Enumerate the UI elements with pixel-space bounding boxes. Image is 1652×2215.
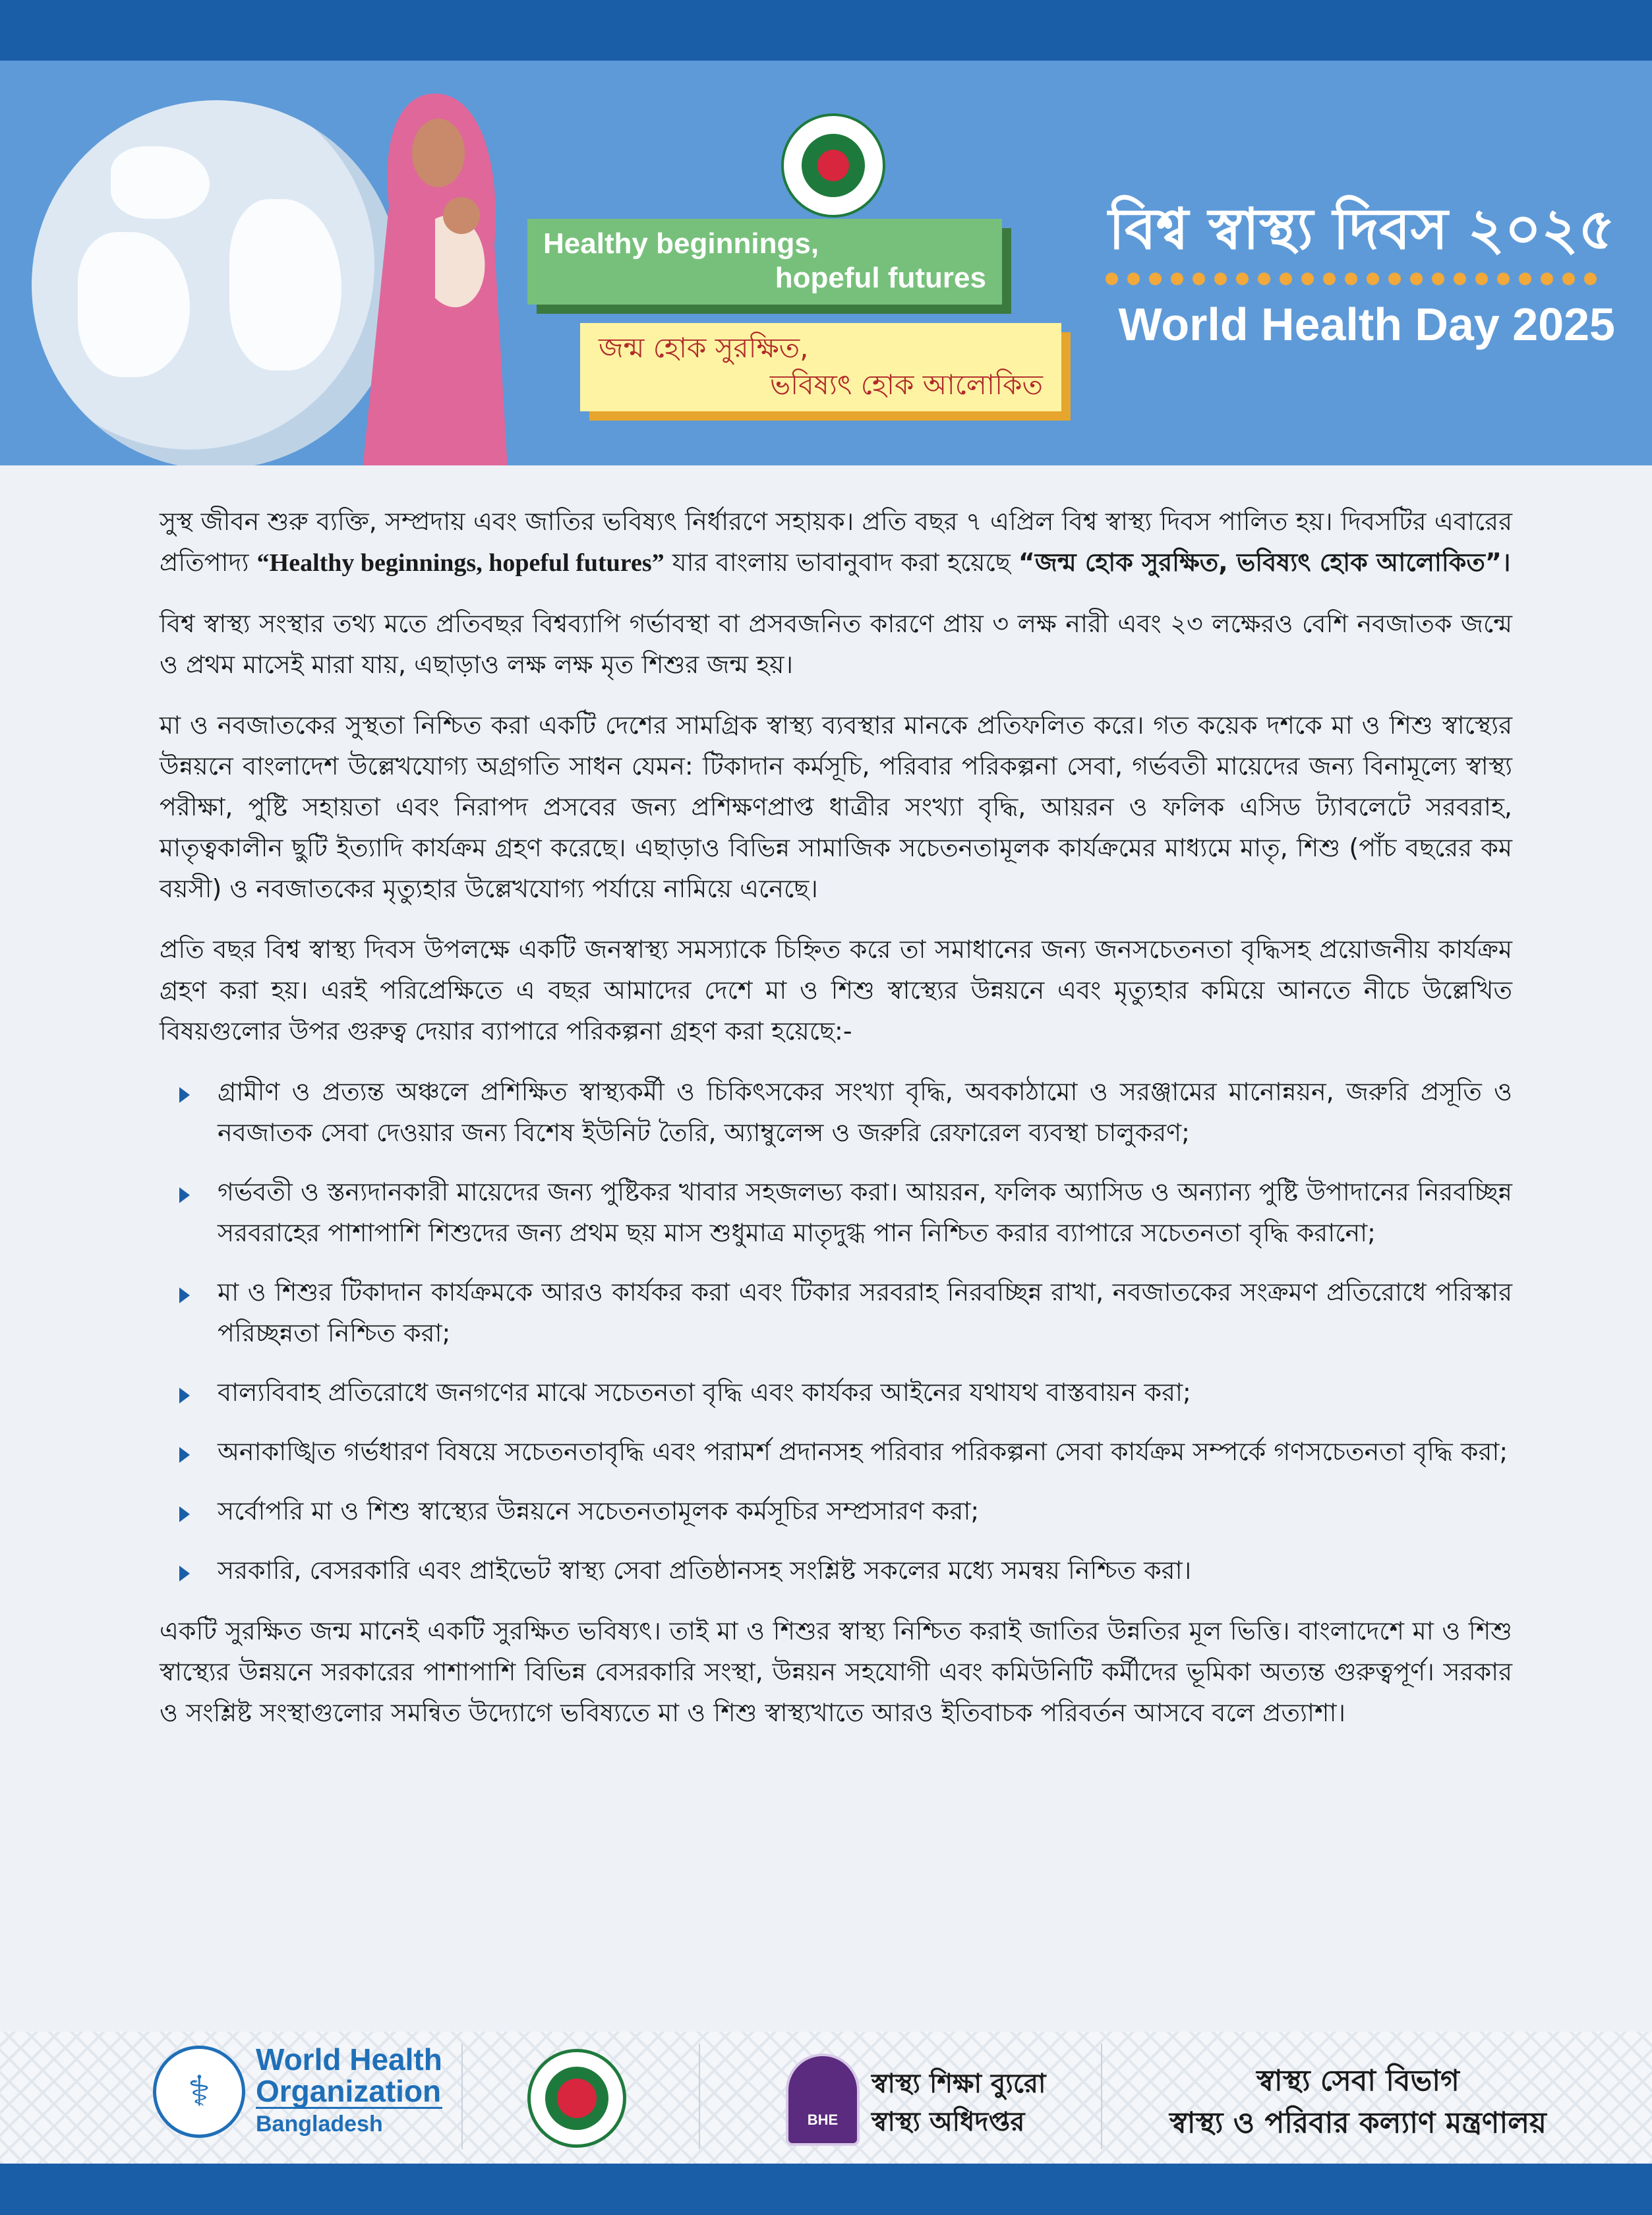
paragraph-conclusion: একটি সুরক্ষিত জন্ম মানেই একটি সুরক্ষিত ভবিষ্যৎ। তাই মা ও শিশুর স্বাস্থ্য নিশ্চিত করাই জাতির উন্নতির মূল ভিত্তি। বাংলাদেশে মা ও শিশু স্বাস্থ্যের উন্নয়নে সরকারের পাশাপাশি বিভিন্ন বেসরকারি সংস্থা, উন্নয়ন সহযোগী এবং কমিউনিটি কর্মীদের ভূমিকা অত্যন্ত গুরুত্বপূর্ণ। সরকার ও সংশ্লিষ্ট সংস্থাগুলোর সমন্বিত উদ্যোগে ভবিষ্যতে মা ও শিশু স্বাস্থ্যখাতে আরও ইতিবাচক পরিবর্তন আসবে বলে প্রত্যাশা।: [160, 1616, 1512, 1727]
list-item: সরকারি, বেসরকারি এবং প্রাইভেট স্বাস্থ্য সেবা প্রতিষ্ঠানসহ সংশ্লিষ্ট সকলের মধ্যে সমন্বয় নিশ্চিত করা।: [160, 1550, 1512, 1591]
dotted-divider: [1101, 272, 1602, 286]
footer-divider: [461, 2044, 463, 2149]
triangle-bullet-icon: [179, 1506, 190, 1522]
health-services-seal-icon: [527, 2049, 626, 2148]
triangle-bullet-icon: [179, 1566, 190, 1581]
theme-bengali: “জন্ম হোক সুরক্ষিত, ভবিষ্যৎ হোক আলোকিত”।: [1018, 548, 1511, 577]
who-emblem-icon: ⚕: [153, 2046, 245, 2138]
bhe-name: স্বাস্থ্য শিক্ষা ব্যুরো স্বাস্থ্য অধিদপ্তর: [871, 2069, 1046, 2137]
slogan-bengali: [580, 323, 1061, 411]
list-item: বাল্যবিবাহ প্রতিরোধে জনগণের মাঝে সচেতনতা বৃদ্ধি এবং কার্যকর আইনের যথাযথ বাস্তবায়ন করা;: [160, 1372, 1512, 1413]
mother-with-baby-illustration: [356, 74, 514, 465]
triangle-bullet-icon: [179, 1087, 190, 1103]
who-name-line-2: Organization: [256, 2074, 442, 2108]
list-item: গর্ভবতী ও স্তন্যদানকারী মায়েদের জন্য পুষ্টিকর খাবার সহজলভ্য করা। আয়রন, ফলিক অ্যাসিড ও অন্যান্য পুষ্টি উপাদানের নিরবচ্ছিন্ন সরবরাহের পাশাপাশি শিশুদের জন্য প্রথম ছয় মাস শুধুমাত্র মাতৃদুগ্ধ পান নিশ্চিত করার ব্যাপারে সচেতনতা বৃদ্ধি করানো;: [160, 1171, 1512, 1253]
triangle-bullet-icon: [179, 1447, 190, 1463]
triangle-bullet-icon: [179, 1287, 190, 1303]
bhe-logo-icon: BHE: [786, 2053, 860, 2146]
who-name-line-1: World Health: [256, 2042, 442, 2077]
list-item: গ্রামীণ ও প্রত্যন্ত অঞ্চলে প্রশিক্ষিত স্বাস্থ্যকর্মী ও চিকিৎসকের সংখ্যা বৃদ্ধি, অবকাঠামো ও সরঞ্জামের মানোন্নয়ন, জরুরি প্রসূতি ও নবজাতক সেবা দেওয়ার জন্য বিশেষ ইউনিট তৈরি, অ্যাম্বুলেন্স ও জরুরি রেফারেল ব্যবস্থা চালুকরণ;: [160, 1071, 1512, 1153]
triangle-bullet-icon: [179, 1388, 190, 1403]
bottom-bar: [0, 2164, 1652, 2215]
triangle-bullet-icon: [179, 1187, 190, 1203]
who-logo: [153, 2044, 442, 2139]
list-item: অনাকাঙ্খিত গর্ভধারণ বিষয়ে সচেতনতাবৃদ্ধি এবং পরামর্শ প্রদানসহ পরিবার পরিকল্পনা সেবা কার্যক্রম সম্পর্কে গণসচেতনতা বৃদ্ধি করা;: [160, 1431, 1512, 1472]
footer-divider: [1101, 2044, 1102, 2149]
slogan-english-line-1: Healthy beginnings,: [543, 227, 819, 260]
page-title-english: World Health Day 2025: [1118, 299, 1615, 350]
who-country: Bangladesh: [256, 2112, 383, 2137]
list-item: সর্বোপরি মা ও শিশু স্বাস্থ্যের উন্নয়নে সচেতনতামূলক কর্মসূচির সম্প্রসারণ করা;: [160, 1491, 1512, 1531]
footer-divider: [699, 2044, 700, 2149]
paragraph-statistics: বিশ্ব স্বাস্থ্য সংস্থার তথ্য মতে প্রতিবছর বিশ্বব্যাপি গর্ভাবস্থা বা প্রসবজনিত কারণে প্রায় ৩ লক্ষ নারী এবং ২৩ লক্ষেরও বেশি নবজাতক জন্মে ও প্রথম মাসেই মারা যায়, এছাড়াও লক্ষ লক্ষ মৃত শিশুর জন্ম হয়।: [160, 609, 1512, 679]
slogan-bengali-line-2: ভবিষ্যৎ হোক আলোকিত: [769, 369, 1043, 401]
action-list: [160, 1071, 1512, 1591]
slogan-english: [527, 219, 1002, 305]
paragraph-plan: প্রতি বছর বিশ্ব স্বাস্থ্য দিবস উপলক্ষে একটি জনস্বাস্থ্য সমস্যাকে চিহ্নিত করে তা সমাধানের জন্য জনসচেতনতা বৃদ্ধিসহ প্রয়োজনীয় কার্যক্রম গ্রহণ করা হয়। এরই পরিপ্রেক্ষিতে এ বছর আমাদের দেশে মা ও শিশু স্বাস্থ্যের উন্নয়নে এবং মৃত্যুহার কমিয়ে আনতে নীচে উল্লেখিত বিষয়গুলোর উপর গুরুত্ব দেয়ার ব্যাপারে পরিকল্পনা গ্রহণ করা হয়েছে:-: [160, 935, 1512, 1046]
top-bar: [0, 0, 1652, 61]
page-title-bengali: বিশ্ব স্বাস্থ্য দিবস ২০২৫: [1108, 196, 1615, 262]
paragraph-progress: মা ও নবজাতকের সুস্থতা নিশ্চিত করা একটি দেশের সামগ্রিক স্বাস্থ্য ব্যবস্থার মানকে প্রতিফলিত করে। গত কয়েক দশকে মা ও শিশু স্বাস্থ্যের উন্নয়নে বাংলাদেশ উল্লেখযোগ্য অগ্রগতি সাধন যেমন: টিকাদান কর্মসূচি, পরিবার পরিকল্পনা সেবা, গর্ভবতী মায়েদের জন্য বিনামূল্যে স্বাস্থ্য পরীক্ষা, পুষ্টি সহায়তা এবং নিরাপদ প্রসবের জন্য প্রশিক্ষণপ্রাপ্ত ধাত্রীর সংখ্যা বৃদ্ধি, আয়রন ও ফলিক এসিড ট্যাবলেটে সরবরাহ, মাতৃত্বকালীন ছুটি ইত্যাদি কার্যক্রম গ্রহণ করেছে। এছাড়াও বিভিন্ন সামাজিক সচেতনতামূলক কার্যক্রমের মাধ্যমে মাতৃ, শিশু (পাঁচ বছরের কম বয়সী) ও নবজাতকের মৃত্যুহার উল্লেখযোগ্য পর্যায়ে নামিয়ে এনেছে।: [160, 711, 1512, 903]
ministry-name: স্বাস্থ্য সেবা বিভাগ স্বাস্থ্য ও পরিবার কল্যাণ মন্ত্রণালয়: [1169, 2064, 1547, 2140]
header-banner: [0, 61, 1652, 465]
globe-illustration: [32, 100, 401, 465]
list-item: মা ও শিশুর টিকাদান কার্যক্রমকে আরও কার্যকর করা এবং টিকার সরবরাহ নিরবচ্ছিন্ন রাখা, নবজাতকের সংক্রমণ প্রতিরোধে পরিস্কার পরিচ্ছন্নতা নিশ্চিত করা;: [160, 1272, 1512, 1353]
article-body: [160, 501, 1512, 1753]
slogan-bengali-line-1: জন্ম হোক সুরক্ষিত,: [599, 332, 809, 364]
paragraph-intro: সুস্থ জীবন শুরু ব্যক্তি, সম্প্রদায় এবং জাতির ভবিষ্যৎ নির্ধারণে সহায়ক। প্রতি বছর ৭ এপ্রিল বিশ্ব স্বাস্থ্য দিবস পালিত হয়। দিবসটির এবারের প্রতিপাদ্য “Healthy beginnings, hopeful futures” যার বাংলায় ভাবানুবাদ করা হয়েছে “জন্ম হোক সুরক্ষিত, ভবিষ্যৎ হোক আলোকিত”।: [160, 507, 1512, 577]
government-seal-icon: [781, 113, 885, 218]
theme-english: “Healthy beginnings, hopeful futures”: [256, 549, 664, 577]
slogan-english-line-2: hopeful futures: [775, 262, 986, 294]
